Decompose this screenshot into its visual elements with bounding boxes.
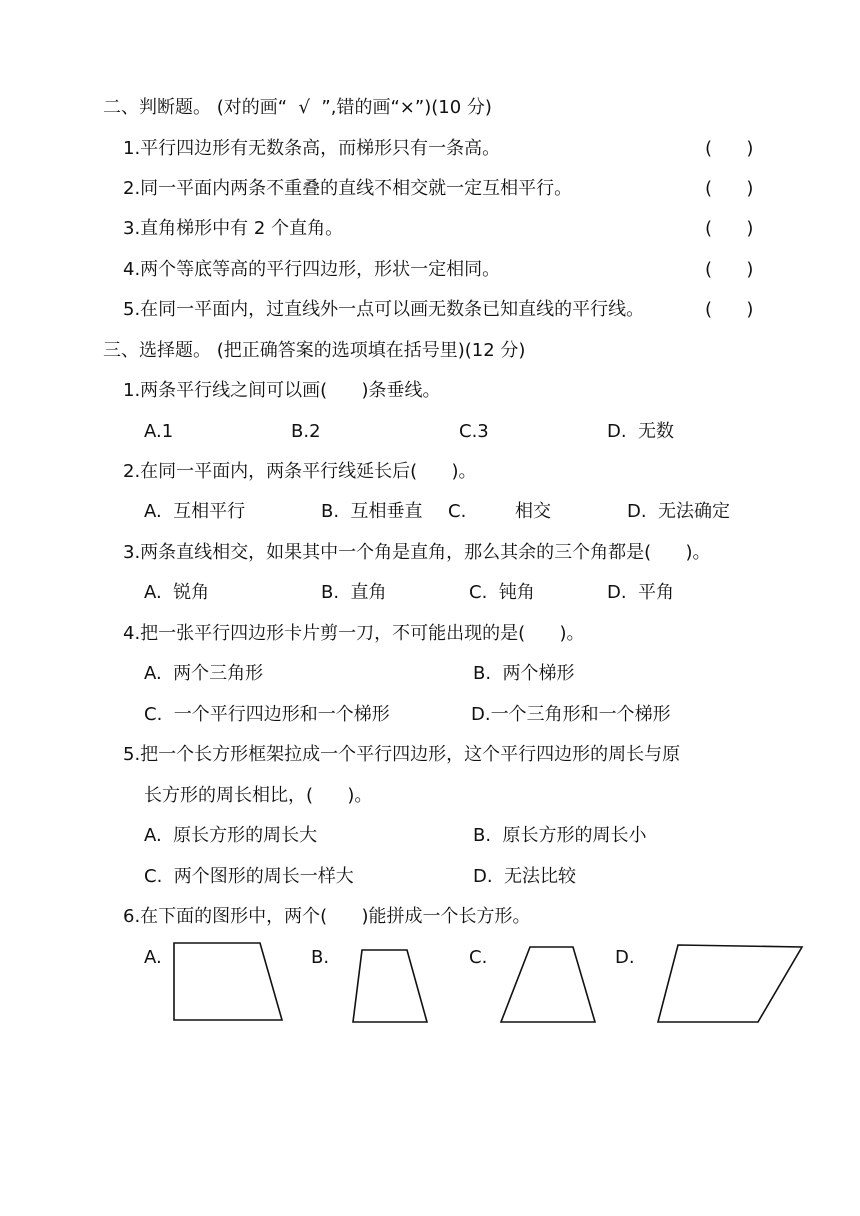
choice-question-1: 1.两条平行线之间可以画( )条垂线。: [123, 380, 441, 401]
q1-option-d[interactable]: D. 无数: [607, 421, 675, 442]
q5-option-b[interactable]: B. 原长方形的周长小: [473, 825, 647, 846]
q3-option-b[interactable]: B. 直角: [321, 582, 387, 603]
section-3-heading: 三、选择题。 (把正确答案的选项填在括号里)(12 分): [103, 340, 526, 361]
answer-blank-3[interactable]: ( ): [705, 218, 754, 239]
q6-option-d[interactable]: D.: [615, 947, 635, 968]
q6-option-b[interactable]: B.: [311, 947, 330, 968]
choice-question-6: 6.在下面的图形中，两个( )能拼成一个长方形。: [123, 906, 531, 927]
q4-option-b[interactable]: B. 两个梯形: [473, 663, 575, 684]
choice-question-3: 3.两条直线相交，如果其中一个角是直角，那么其余的三个角都是( )。: [123, 542, 711, 563]
q6-option-c[interactable]: C.: [469, 947, 488, 968]
choice-question-4: 4.把一张平行四边形卡片剪一刀，不可能出现的是( )。: [123, 623, 585, 644]
q1-option-a[interactable]: A.1: [144, 421, 174, 442]
judge-item-5: 5.在同一平面内，过直线外一点可以画无数条已知直线的平行线。: [123, 299, 645, 320]
judge-item-2: 2.同一平面内两条不重叠的直线不相交就一定互相平行。: [123, 178, 573, 199]
answer-blank-5[interactable]: ( ): [705, 299, 754, 320]
judge-item-3: 3.直角梯形中有 2 个直角。: [123, 218, 344, 239]
q3-option-d[interactable]: D. 平角: [607, 582, 675, 603]
q5-option-d[interactable]: D. 无法比较: [473, 866, 577, 887]
q4-option-a[interactable]: A. 两个三角形: [144, 663, 264, 684]
q2-option-b[interactable]: B. 互相垂直: [321, 501, 423, 522]
q3-option-a[interactable]: A. 锐角: [144, 582, 210, 603]
section-2-heading: 二、判断题。 (对的画“ √ ”,错的画“×”)(10 分): [103, 97, 492, 118]
q4-option-d[interactable]: D.一个三角形和一个梯形: [471, 704, 671, 725]
q4-option-c[interactable]: C. 一个平行四边形和一个梯形: [144, 704, 390, 725]
q5-option-c[interactable]: C. 两个图形的周长一样大: [144, 866, 354, 887]
isosceles-trapezoid-icon: [350, 947, 432, 1025]
answer-blank-4[interactable]: ( ): [705, 259, 754, 280]
q1-option-b[interactable]: B.2: [291, 421, 321, 442]
judge-item-4: 4.两个等底等高的平行四边形，形状一定相同。: [123, 259, 501, 280]
answer-blank-1[interactable]: ( ): [705, 138, 754, 159]
q5-option-a[interactable]: A. 原长方形的周长大: [144, 825, 318, 846]
answer-blank-2[interactable]: ( ): [705, 178, 754, 199]
choice-question-5-line-1: 5.把一个长方形框架拉成一个平行四边形，这个平行四边形的周长与原: [123, 744, 681, 765]
q2-option-c-letter[interactable]: C.: [448, 501, 467, 522]
right-trapezoid-icon: [170, 940, 286, 1024]
q2-option-c-text[interactable]: 相交: [515, 501, 551, 522]
parallelogram-icon: [654, 942, 806, 1026]
q3-option-c[interactable]: C. 钝角: [469, 582, 535, 603]
q1-option-c[interactable]: C.3: [459, 421, 489, 442]
choice-question-2: 2.在同一平面内，两条平行线延长后( )。: [123, 461, 477, 482]
q2-option-a[interactable]: A. 互相平行: [144, 501, 246, 522]
q6-option-a[interactable]: A.: [144, 947, 162, 968]
choice-question-5-line-2: 长方形的周长相比，( )。: [144, 785, 373, 806]
q2-option-d[interactable]: D. 无法确定: [627, 501, 731, 522]
judge-item-1: 1.平行四边形有无数条高，而梯形只有一条高。: [123, 138, 501, 159]
isosceles-trapezoid-icon: [498, 944, 598, 1026]
